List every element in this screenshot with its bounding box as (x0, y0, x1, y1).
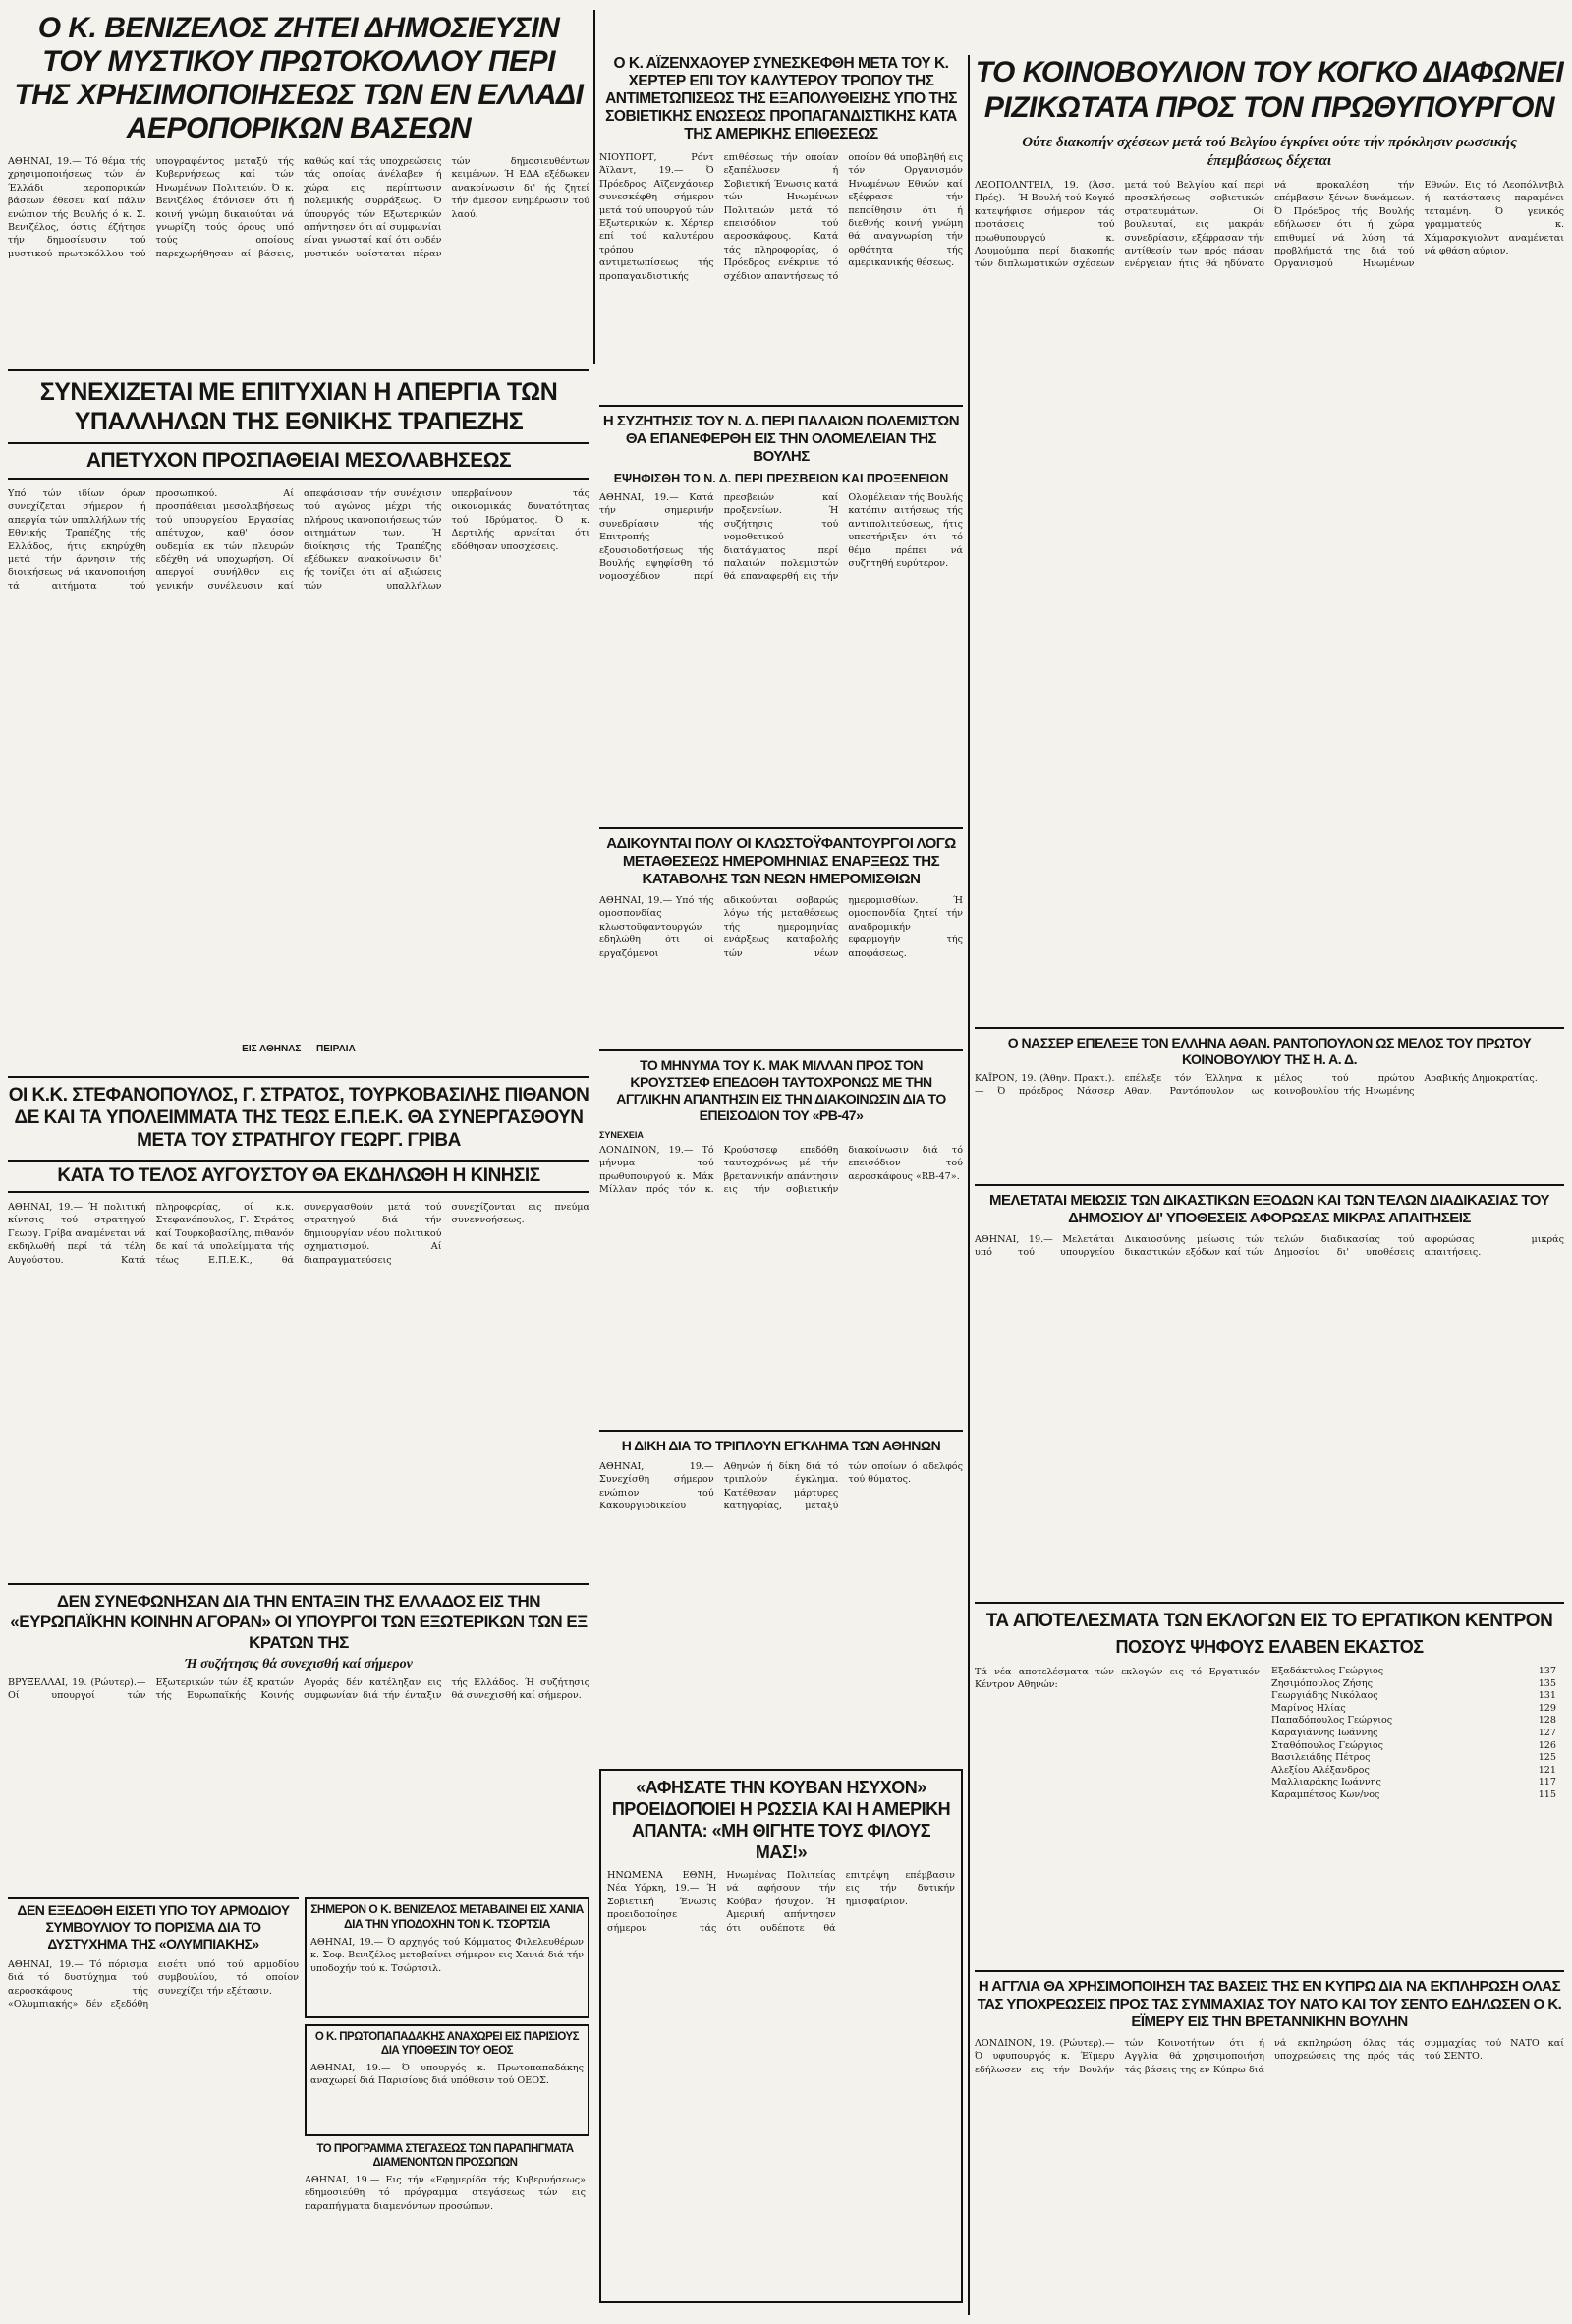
candidate-votes: 125 (1538, 1752, 1556, 1764)
subheadline-congo: Ούτε διακοπήν σχέσεων μετά τού Βελγίου έγκρίνει ούτε τήν πρόκλησιν ρωσσικής έπεμβάσεως δέχεται (1022, 135, 1517, 169)
body-congo: ΛΕΟΠΟΛΝΤΒΙΛ, 19. (Άσσ. Πρές).— Ή Βουλή τού Κογκό κατεψήφισε σήμερον τάς προτάσεις τού πρωθυπουργού κ. Λουμούμπα περί διακοπής τών διπλωματικών σχέσεων μετά τού Βελγίου καί περί προσκλήσεως σοβιετικών στρατευμάτων. Οί βουλευταί, εις μακράν συνεδρίασιν, εξέφρασαν τήν αντίθεσίν των πρός πάσαν ενέργειαν ήτις θά ηδύνατο νά προκαλέση τήν επέμβασιν ξένων δυνάμεων. Ό Πρόεδρος τής Βουλής εδήλωσεν ότι ή χώρα επιθυμεί νά λύση τά προβλήματά της διά τού Οργανισμού Ηνωμένων Εθνών. Εις τό Λεοπόλντβιλ ή κατάστασις παραμένει τεταμένη. Ό γενικός γραμματεύς κ. Χάμαρσκγιολντ αναμένεται νά φθάση αύριον. (975, 180, 1564, 270)
body-eisenhower: ΝΙΟΥΠΟΡΤ, Ρόντ Άϊλαντ, 19.— Ό Πρόεδρος Αϊζενχάουερ συνεσκέφθη σήμερον μετά τού υπουργού τών Εξωτερικών κ. Χέρτερ επί τού καλυτέρου τρόπου αντιμετωπίσεως τής προπαγανδιστικής επιθέσεως τήν οποίαν εξαπέλυσεν ή Σοβιετική Ένωσις κατά τών Ηνωμένων Πολιτειών μετά τό επεισόδιον τού αεροσκάφους. Κατά τάς πληροφορίας, ό Πρόεδρος ενέκρινε τό σχέδιον απαντήσεως τό οποίον θά υποβληθή εις τόν Οργανισμόν Ηνωμένων Εθνών καί εξέφρασε τήν πεποίθησιν ότι ή διεθνής κοινή γνώμη θά αναγνωρίση τήν ορθότητα τής αμερικανικής θέσεως. (599, 152, 963, 282)
candidate-name: Σταθόπουλος Γεώργιος (1271, 1739, 1384, 1751)
article-protopapadakis (305, 2024, 590, 2136)
article-veterans (599, 413, 963, 821)
body-cuba: ΗΝΩΜΕΝΑ ΕΘΝΗ, Νέα Υόρκη, 19.— Ή Σοβιετική Ένωσις προειδοποίησε σήμερον τάς Ηνωμένας Πολιτείας νά αφήσουν τήν Κούβαν ήσυχον. Ή Αμερική απήντησεν ότι ουδέποτε θά επιτρέψη επέμβασιν εις τήν δυτικήν ημισφαίριον. (607, 1870, 955, 1934)
candidate-name: Ζησιμόπουλος Ζήσης (1271, 1677, 1374, 1689)
article-congo (975, 55, 1564, 1018)
body-venizelos: ΑΘΗΝΑΙ, 19.— Τό θέμα τής χρησιμοποιήσεως τών έν Έλλάδι αεροπορικών βάσεων έθεσεν καί πάλιν ενώπιον τής Βουλής ό κ. Σ. Βενιζέλος, όστις έζήτησε τήν δημοσίευσιν τού μυστικού πρωτοκόλλου τού υπογραφέντος μεταξύ τής Κυβερνήσεως καί τών Ηνωμένων Πολιτειών. Ό κ. Βενιζέλος έτόνισεν ότι ή κοινή γνώμη δικαιούται νά γνωρίζη τούς όρους υπό τούς οποίους παρεχωρήθησαν αί βάσεις, καθώς καί τάς υποχρεώσεις τάς οποίας άνέλαβεν ή χώρα εις περίπτωσιν πολεμικής συρράξεως. Ό ύπουργός τών Εξωτερικών απήντησεν ότι αί συμφωνίαι είναι γνωσταί καί ότι ουδέν μυστικόν υφίσταται πέραν τών δημοσιευθέντων κειμένων. Ή ΕΔΑ εξέδωκεν ανακοίνωσιν δι' ής ζητεί τήν άμεσον ενημέρωσιν τού λαού. (8, 156, 590, 259)
headline-stefanopoulos: ΟΙ Κ.Κ. ΣΤΕΦΑΝΟΠΟΥΛΟΣ, Γ. ΣΤΡΑΤΟΣ, ΤΟΥΡΚΟΒΑΣΙΛΗΣ ΠΙΘΑΝΟΝ ΔΕ ΚΑΙ ΤΑ ΥΠΟΛΕΙΜΜΑΤΑ ΤΗΣ ΤΕΩΣ Ε.Π.Ε.Κ. ΘΑ ΣΥΝΕΡΓΑΣΘΟΥΝ ΜΕΤΑ ΤΟΥ ΣΤΡΑΤΗΓΟΥ ΓΕΩΡΓ. ΓΡΙΒΑ (8, 1085, 590, 1151)
candidate-votes: 131 (1538, 1690, 1556, 1702)
elections-result-row (1271, 1703, 1556, 1716)
candidate-name: Καραμπέτσος Κων/νος (1271, 1788, 1380, 1800)
section-rule (599, 827, 963, 829)
body-textile: ΑΘΗΝΑΙ, 19.— Υπό τής ομοσπονδίας κλωστοϋφαντουργών εδηλώθη ότι οί εργαζόμενοι αδικούνται σοβαρώς λόγω τής μεταθέσεως τής ημερομηνίας ενάρξεως καταβολής τών νέων ημερομισθίων. Ή ομοσπονδία ζητεί τήν αναδρομικήν εφαρμογήν τής αποφάσεως. (599, 895, 963, 959)
article-judicial (975, 1192, 1564, 1595)
section-rule (8, 1076, 590, 1078)
headline-textile: ΑΔΙΚΟΥΝΤΑΙ ΠΟΛΥ ΟΙ ΚΛΩΣΤΟΫΦΑΝΤΟΥΡΓΟΙ ΛΟΓΩ ΜΕΤΑΘΕΣΕΩΣ ΗΜΕΡΟΜΗΝΙΑΣ ΕΝΑΡΞΕΩΣ ΤΗΣ ΚΑΤΑΒΟΛΗΣ ΤΩΝ ΝΕΩΝ ΗΜΕΡΟΜΙΣΘΙΩΝ (606, 835, 956, 887)
headline-venizelos: Ο Κ. ΒΕΝΙΖΕΛΟΣ ΖΗΤΕΙ ΔΗΜΟΣΙΕΥΣΙΝ ΤΟΥ ΜΥΣΤΙΚΟΥ ΠΡΩΤΟΚΟΛΛΟΥ ΠΕΡΙ ΤΗΣ ΧΡΗΣΙΜΟΠΟΙΗΣΕΩΣ ΤΩΝ ΕΝ ΕΛΛΑΔΙ ΑΕΡΟΠΟΡΙΚΩΝ ΒΑΣΕΩΝ (14, 12, 584, 144)
column-rule (968, 55, 970, 2315)
continued-label: ΣΥΝΕΧΕΙΑ (599, 1130, 644, 1140)
article-eisenhower (599, 55, 963, 389)
article-macmillan (599, 1057, 963, 1421)
column-rule (593, 10, 595, 364)
article-stefanopoulos (8, 1084, 590, 1575)
headline-cyprus: Η ΑΓΓΛΙΑ ΘΑ ΧΡΗΣΙΜΟΠΟΙΗΣΗ ΤΑΣ ΒΑΣΕΙΣ ΤΗΣ ΕΝ ΚΥΠΡΩ ΔΙΑ ΝΑ ΕΚΠΛΗΡΩΣΗ ΟΛΑΣ ΤΑΣ ΥΠΟΧΡΕΩΣΕΙΣ ΠΡΟΣ ΤΑΣ ΣΥΜΜΑΧΙΑΣ ΤΟΥ ΝΑΤΟ ΚΑΙ ΤΟΥ ΣΕΝΤΟ ΕΔΗΛΩΣΕΝ Ο Κ. ΕΪΜΕΡΥ ΕΙΣ ΤΗΝ ΒΡΕΤΑΝΝΙΚΗΝ ΒΟΥΛΗΝ (977, 1978, 1562, 2030)
elections-result-row (1271, 1740, 1556, 1753)
candidate-name: Γεωργιάδης Νικόλαος (1271, 1690, 1378, 1702)
section-rule (599, 1430, 963, 1432)
candidate-votes: 117 (1538, 1777, 1556, 1788)
section-rule (975, 1184, 1564, 1186)
headline-macmillan: ΤΟ ΜΗΝΥΜΑ ΤΟΥ Κ. ΜΑΚ ΜΙΛΛΑΝ ΠΡΟΣ ΤΟΝ ΚΡΟΥΣΤΣΕΦ ΕΠΕΔΟΘΗ ΤΑΥΤΟΧΡΟΝΩΣ ΜΕ ΤΗΝ ΑΓΓΛΙΚΗΝ ΑΠΑΝΤΗΣΙΝ ΕΙΣ ΤΗΝ ΔΙΑΚΟΙΝΩΣΙΝ ΔΙΑ ΤΟ ΕΠΕΙΣΟΔΙΟΝ ΤΟΥ «ΡΒ-47» (616, 1057, 946, 1123)
candidate-name: Καραγιάννης Ιωάννης (1271, 1727, 1378, 1738)
body-trial: ΑΘΗΝΑΙ, 19.— Συνεχίσθη σήμερον ενώπιον τού Κακουργιοδικείου Αθηνών ή δίκη διά τό τριπλούν έγκλημα. Κατέθεσαν μάρτυρες κατηγορίας, μεταξύ τών οποίων ό αδελφός τού θύματος. (599, 1461, 963, 1512)
section-rule (8, 1583, 590, 1585)
headline-strike: ΣΥΝΕΧΙΖΕΤΑΙ ΜΕ ΕΠΙΤΥΧΙΑΝ Η ΑΠΕΡΓΙΑ ΤΩΝ ΥΠΑΛΛΗΛΩΝ ΤΗΣ ΕΘΝΙΚΗΣ ΤΡΑΠΕΖΗΣ (39, 378, 558, 435)
candidate-votes: 126 (1538, 1739, 1556, 1751)
article-textile (599, 835, 963, 1042)
candidate-votes: 135 (1538, 1677, 1556, 1689)
body-strike: Υπό τών ιδίων όρων συνεχίζεται σήμερον ή απεργία τών υπαλλήλων τής Εθνικής Τραπέζης τής Ελλάδος, ήτις εκηρύχθη μετά τήν άρνησιν τής διοικήσεως νά ικανοποιήση τά αιτήματα τού προσωπικού. Αί προσπάθειαι μεσολαβήσεως τού υπουργείου Εργασίας απέτυχον, καθ' όσον ουδεμία εκ τών πλευρών εδέχθη νά υποχωρήση. Οί απεργοί συνήλθον εις γενικήν συνέλευσιν καί απεφάσισαν τήν συνέχισιν τού αγώνος μέχρι τής πλήρους ικανοποιήσεως τών αιτημάτων των. Ή διοίκησις τής Τραπέζης εξέδωκεν ανακοίνωσιν δι' ής τονίζει ότι αί αξιώσεις τών υπαλλήλων υπερβαίνουν τάς οικονομικάς δυνατότητας τού Ιδρύματος. Ό κ. Δερτιλής αρνείται ότι εδόθησαν υποσχέσεις. (8, 488, 590, 592)
section-rule (975, 1602, 1564, 1604)
headline-olympic: ΔΕΝ ΕΞΕΔΟΘΗ ΕΙΣΕΤΙ ΥΠΟ ΤΟΥ ΑΡΜΟΔΙΟΥ ΣΥΜΒΟΥΛΙΟΥ ΤΟ ΠΟΡΙΣΜΑ ΔΙΑ ΤΟ ΔΥΣΤΥΧΗΜΑ ΤΗΣ «ΟΛΥΜΠΙΑΚΗΣ» (8, 1897, 299, 1953)
body-common-market: ΒΡΥΞΕΛΛΑΙ, 19. (Ρώυτερ).— Οί υπουργοί τών Εξωτερικών τών έξ κρατών τής Ευρωπαϊκής Κοινής Αγοράς δέν κατέληξαν εις συμφωνίαν διά τήν ένταξιν τής Ελλάδος. Ή συζήτησις θά συνεχισθή καί σήμερον. (8, 1677, 590, 1702)
candidate-name: Παπαδόπουλος Γεώργιος (1271, 1715, 1393, 1727)
section-rule (599, 405, 963, 407)
candidate-votes: 115 (1538, 1788, 1556, 1800)
article-elections (975, 1610, 1564, 1963)
body-cyprus: ΛΟΝΔΙΝΟΝ, 19. (Ρώυτερ).— Ό υφυπουργός κ. Έϊμερυ εδήλωσεν εις τήν Βουλήν τών Κοινοτήτων ότι ή Αγγλία θά χρησιμοποιήση τάς βάσεις της εν Κύπρω διά νά εκπληρώση όλας τάς υποχρεώσεις της πρός τάς συμμαχίας τού ΝΑΤΟ καί τού ΣΕΝΤΟ. (975, 2038, 1564, 2075)
elections-result-row (1271, 1765, 1556, 1778)
candidate-votes: 129 (1538, 1702, 1556, 1714)
article-olympic (8, 1897, 299, 2309)
body-housing: ΑΘΗΝΑΙ, 19.— Εις τήν «Εφημερίδα τής Κυβερνήσεως» εδημοσιεύθη τό πρόγραμμα στεγάσεως τών εις παραπήγματα διαμενόντων προσώπων. (305, 2175, 586, 2212)
headline-eisenhower: Ο Κ. ΑΪΖΕΝΧΑΟΥΕΡ ΣΥΝΕΣΚΕΦΘΗ ΜΕΤΑ ΤΟΥ Κ. ΧΕΡΤΕΡ ΕΠΙ ΤΟΥ ΚΑΛΥΤΕΡΟΥ ΤΡΟΠΟΥ ΤΗΣ ΑΝΤΙΜΕΤΩΠΙΣΕΩΣ ΤΗΣ ΕΞΑΠΟΛΥΘΕΙΣΗΣ ΥΠΟ ΤΗΣ ΣΟΒΙΕΤΙΚΗΣ ΕΝΩΣΕΩΣ ΠΡΟΠΑΓΑΝΔΙΣΤΙΚΗΣ ΚΑΤΑ ΤΗΣ ΑΜΕΡΙΚΗΣ ΕΠΙΘΕΣΕΩΣ (605, 55, 957, 142)
body-chania: ΑΘΗΝΑΙ, 19.— Ό αρχηγός τού Κόμματος Φιλελευθέρων κ. Σοφ. Βενιζέλος μεταβαίνει σήμερον εις Χανιά διά τήν υποδοχήν τού κ. Τσώρτσιλ. (310, 1937, 584, 1974)
body-olympic: ΑΘΗΝΑΙ, 19.— Τό πόρισμα διά τό δυστύχημα τού αεροσκάφους τής «Ολυμπιακής» δέν εξεδόθη εισέτι υπό τού αρμοδίου συμβουλίου, τό οποίον συνεχίζει τήν εξέτασιν. (8, 1959, 299, 2011)
subheadline-strike: ΑΠΕΤΥΧΟΝ ΠΡΟΣΠΑΘΕΙΑΙ ΜΕΣΟΛΑΒΗΣΕΩΣ (8, 442, 590, 480)
article-venizelos (8, 12, 590, 370)
body-stefanopoulos: ΑΘΗΝΑΙ, 19.— Ή πολιτική κίνησις τού στρατηγού Γεωργ. Γρίβα αναμένεται νά εκδηλωθή περί τά τέλη Αυγούστου. Κατά πληροφορίας, οί κ.κ. Στεφανόπουλος, Γ. Στράτος καί Τουρκοβασίλης, πιθανόν δε καί τά υπολείμματα τής τέως Ε.Π.Ε.Κ., θά συνεργασθούν μετά τού στρατηγού διά τήν δημιουργίαν νέου πολιτικού σχηματισμού. Αί διαπραγματεύσεις συνεχίζονται εις πνεύμα συνεννοήσεως. (8, 1202, 590, 1266)
section-rule (599, 1049, 963, 1051)
article-cyprus (975, 1978, 1564, 2312)
headline-congo: ΤΟ ΚΟΙΝΟΒΟΥΛΙΟΝ ΤΟΥ ΚΟΓΚΟ ΔΙΑΦΩΝΕΙ ΡΙΖΙΚΩΤΑΤΑ ΠΡΟΣ ΤΟΝ ΠΡΩΘΥΠΟΥΡΓΟΝ (975, 56, 1564, 124)
body-veterans: ΑΘΗΝΑΙ, 19.— Κατά τήν σημερινήν συνεδρίασιν τής Επιτροπής εξουσιοδοτήσεως τής Βουλής εψηφίσθη τό νομοσχέδιον περί πρεσβειών καί προξενείων. Ή συζήτησις τού νομοθετικού διατάγματος περί παλαιών πολεμιστών θά επαναφερθή εις τήν Ολομέλειαν τής Βουλής κατόπιν αιτήσεως τής αντιπολιτεύσεως, ήτις υπεστήριξεν ότι τό θέμα πρέπει νά συζητηθή ευρύτερον. (599, 492, 963, 583)
section-rule (975, 1970, 1564, 1972)
body-judicial: ΑΘΗΝΑΙ, 19.— Μελετάται υπό τού υπουργείου Δικαιοσύνης μείωσις τών δικαστικών εξόδων καί τών τελών διαδικασίας τού Δημοσίου δι' υποθέσεις αφορώσας μικράς απαιτήσεις. (975, 1234, 1564, 1259)
body-protopapadakis: ΑΘΗΝΑΙ, 19.— Ό υπουργός κ. Πρωτοπαπαδάκης αναχωρεί διά Παρισίους διά υπόθεσιν τού ΟΕΟΣ. (310, 2063, 584, 2087)
body-macmillan: ΛΟΝΔΙΝΟΝ, 19.— Τό μήνυμα τού πρωθυπουργού κ. Μάκ Μίλλαν πρός τόν κ. Κρούστσεφ επεδόθη ταυτοχρόνως μέ τήν βρεταννικήν απάντησιν εις τήν σοβιετικήν διακοίνωσιν διά τό επεισόδιον τού αεροσκάφους «RB-47». (599, 1145, 963, 1196)
subheadline-veterans: ΕΨΗΦΙΣΘΗ ΤΟ Ν. Δ. ΠΕΡΙ ΠΡΕΣΒΕΙΩΝ ΚΑΙ ΠΡΟΞΕΝΕΙΩΝ (613, 472, 949, 485)
candidate-name: Μαλλιαράκης Ιωάννης (1271, 1777, 1381, 1788)
subhead-athens-piraeus: ΕΙΣ ΑΘΗΝΑΣ — ΠΕΙΡΑΙΑ (242, 1044, 356, 1054)
body-nasser: ΚΑΪΡΟΝ, 19. (Άθην. Πρακτ.).— Ό πρόεδρος Νάσσερ επέλεξε τόν Έλληνα κ. Αθαν. Ραντόπουλον ως μέλος τού πρώτου κοινοβουλίου τής Ηνωμένης Αραβικής Δημοκρατίας. (975, 1073, 1538, 1098)
headline-judicial: ΜΕΛΕΤΑΤΑΙ ΜΕΙΩΣΙΣ ΤΩΝ ΔΙΚΑΣΤΙΚΩΝ ΕΞΟΔΩΝ ΚΑΙ ΤΩΝ ΤΕΛΩΝ ΔΙΑΔΙΚΑΣΙΑΣ ΤΟΥ ΔΗΜΟΣΙΟΥ ΔΙ' ΥΠΟΘΕΣΕΙΣ ΑΦΟΡΩΣΑΣ ΜΙΚΡΑΣ ΑΠΑΙΤΗΣΕΙΣ (988, 1192, 1550, 1226)
candidate-votes: 121 (1538, 1764, 1556, 1776)
article-trial (599, 1438, 963, 1762)
headline-nasser: Ο ΝΑΣΣΕΡ ΕΠΕΛΕΞΕ ΤΟΝ ΕΛΛΗΝΑ ΑΘΑΝ. ΡΑΝΤΟΠΟΥΛΟΝ ΩΣ ΜΕΛΟΣ ΤΟΥ ΠΡΩΤΟΥ ΚΟΙΝΟΒΟΥΛΙΟΥ ΤΗΣ Η. Α. Δ. (1007, 1035, 1532, 1067)
article-housing (305, 2142, 586, 2309)
headline-trial: Η ΔΙΚΗ ΔΙΑ ΤΟ ΤΡΙΠΛΟΥΝ ΕΓΚΛΗΜΑ ΤΩΝ ΑΘΗΝΩΝ (621, 1438, 941, 1453)
candidate-votes: 127 (1538, 1727, 1556, 1738)
subheadline-common-market: Ή συζήτησις θά συνεχισθή καί σήμερον (185, 1657, 413, 1672)
candidate-name: Εξαδάκτυλος Γεώργιος (1271, 1666, 1384, 1676)
elections-result-row (1271, 1678, 1556, 1691)
headline-chania: ΣΗΜΕΡΟΝ Ο Κ. ΒΕΝΙΖΕΛΟΣ ΜΕΤΑΒΑΙΝΕΙ ΕΙΣ ΧΑΝΙΑ ΔΙΑ ΤΗΝ ΥΠΟΔΟΧΗΝ ΤΟΝ Κ. ΤΣΟΡΤΣΙΑ (310, 1902, 584, 1931)
section-rule (8, 369, 590, 371)
elections-result-row (1271, 1728, 1556, 1740)
candidate-votes: 128 (1538, 1715, 1556, 1727)
candidate-name: Αλεξίου Αλέξανδρος (1271, 1764, 1370, 1776)
candidate-votes: 137 (1538, 1666, 1556, 1676)
section-rule (975, 1027, 1564, 1029)
elections-result-row (1271, 1789, 1556, 1802)
headline-elections: ΤΑ ΑΠΟΤΕΛΕΣΜΑΤΑ ΤΩΝ ΕΚΛΟΓΩΝ ΕΙΣ ΤΟ ΕΡΓΑΤΙΚΟΝ ΚΕΝΤΡΟΝ (985, 1611, 1553, 1631)
subheadline-stefanopoulos: ΚΑΤΑ ΤΟ ΤΕΛΟΣ ΑΥΓΟΥΣΤΟΥ ΘΑ ΕΚΔΗΛΩΘΗ Η ΚΙΝΗΣΙΣ (8, 1160, 590, 1193)
candidate-name: Βασιλειάδης Πέτρος (1271, 1752, 1371, 1764)
subheadline-elections: ΠΟΣΟΥΣ ΨΗΦΟΥΣ ΕΛΑΒΕΝ ΕΚΑΣΤΟΣ (1115, 1637, 1424, 1657)
headline-housing: ΤΟ ΠΡΟΓΡΑΜΜΑ ΣΤΕΓΑΣΕΩΣ ΤΩΝ ΠΑΡΑΠΗΓΜΑΤΑ ΔΙΑΜΕΝΟΝΤΩΝ ΠΡΟΣΩΠΩΝ (316, 2143, 574, 2169)
candidate-name: Μαρίνος Ηλίας (1271, 1702, 1346, 1714)
article-cuba (599, 1769, 963, 2303)
elections-results-list (1271, 1666, 1556, 1921)
elections-result-row (1271, 1690, 1556, 1703)
headline-cuba: «ΑΦΗΣΑΤΕ ΤΗΝ ΚΟΥΒΑΝ ΗΣΥΧΟΝ» ΠΡΟΕΙΔΟΠΟΙΕΙ Η ΡΩΣΣΙΑ ΚΑΙ Η ΑΜΕΡΙΚΗ ΑΠΑΝΤΑ: «ΜΗ ΘΙΓΗΤΕ ΤΟΥΣ ΦΙΛΟΥΣ ΜΑΣ!» (611, 1778, 951, 1862)
elections-result-row (1271, 1715, 1556, 1728)
elections-result-row (1271, 1666, 1556, 1678)
article-strike (8, 377, 590, 1070)
headline-common-market: ΔΕΝ ΣΥΝΕΦΩΝΗΣΑΝ ΔΙΑ ΤΗΝ ΕΝΤΑΞΙΝ ΤΗΣ ΕΛΛΑΔΟΣ ΕΙΣ ΤΗΝ «ΕΥΡΩΠΑΪΚΗΝ ΚΟΙΝΗΝ ΑΓΟΡΑΝ» ΟΙ ΥΠΟΥΡΓΟΙ ΤΩΝ ΕΞΩΤΕΡΙΚΩΝ ΤΩΝ ΕΞ ΚΡΑΤΩΝ ΤΗΣ (10, 1592, 588, 1652)
body-elections: Τά νέα αποτελέσματα τών εκλογών εις τό Εργατικόν Κέντρον Αθηνών: (975, 1667, 1260, 1691)
article-chania (305, 1897, 590, 2018)
elections-result-row (1271, 1752, 1556, 1765)
headline-veterans: Η ΣΥΖΗΤΗΣΙΣ ΤΟΥ Ν. Δ. ΠΕΡΙ ΠΑΛΑΙΩΝ ΠΟΛΕΜΙΣΤΩΝ ΘΑ ΕΠΑΝΕΦΕΡΘΗ ΕΙΣ ΤΗΝ ΟΛΟΜΕΛΕΙΑΝ ΤΗΣ ΒΟΥΛΗΣ (602, 413, 960, 465)
article-nasser (975, 1035, 1564, 1177)
elections-result-row (1271, 1777, 1556, 1789)
article-common-market (8, 1591, 590, 1886)
headline-protopapadakis: Ο Κ. ΠΡΩΤΟΠΑΠΑΔΑΚΗΣ ΑΝΑΧΩΡΕΙ ΕΙΣ ΠΑΡΙΣΙΟΥΣ ΔΙΑ ΥΠΟΘΕΣΙΝ ΤΟΥ ΟΕΟΣ (314, 2031, 580, 2057)
